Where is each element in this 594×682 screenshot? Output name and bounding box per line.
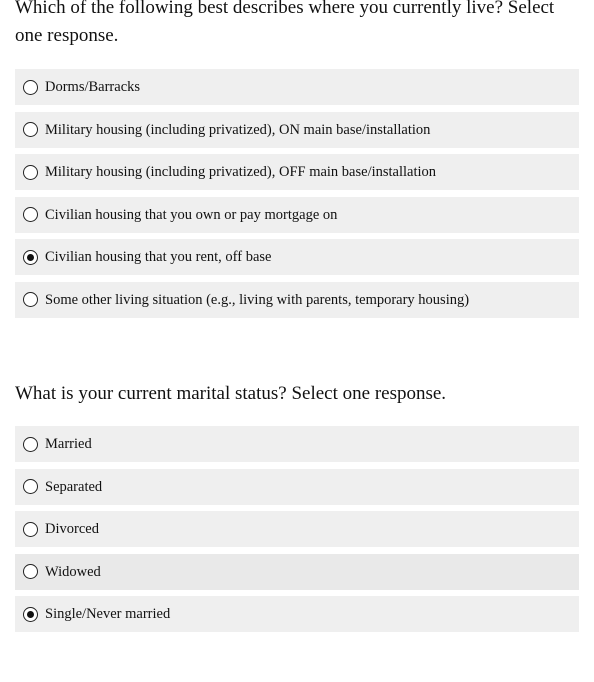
option-label: Married (45, 436, 92, 452)
option-label: Widowed (45, 563, 101, 580)
option-label: Military housing (including privatized), OFF main base/installation (45, 164, 437, 181)
option-single[interactable] (15, 596, 579, 632)
radio-button[interactable] (23, 479, 38, 494)
radio-button[interactable] (23, 437, 38, 452)
option-divorced[interactable] (15, 511, 579, 547)
radio-button[interactable] (23, 607, 38, 622)
radio-button[interactable] (23, 292, 38, 307)
radio-button[interactable] (23, 207, 38, 222)
option-label: Separated (45, 478, 103, 495)
marital-status-options (15, 426, 579, 639)
option-civilian-rent[interactable] (15, 239, 579, 275)
radio-button[interactable] (23, 564, 38, 579)
radio-button[interactable] (23, 522, 38, 537)
option-widowed[interactable] (15, 554, 579, 590)
option-separated[interactable] (15, 469, 579, 505)
option-married[interactable] (15, 426, 579, 462)
living-situation-options (15, 69, 579, 325)
option-other-living[interactable] (15, 282, 579, 318)
option-label: Single/Never married (45, 606, 171, 623)
option-label: Military housing (including privatized), ON main base/installation (45, 121, 431, 138)
option-military-on-base[interactable] (15, 112, 579, 148)
option-label: Civilian housing that you own or pay mortgage on (45, 206, 338, 223)
radio-button[interactable] (23, 165, 38, 180)
radio-button[interactable] (23, 122, 38, 137)
option-civilian-own[interactable] (15, 197, 579, 233)
option-dorms-barracks[interactable] (15, 69, 579, 105)
option-label: Divorced (45, 521, 99, 538)
option-label: Dorms/Barracks (45, 79, 141, 95)
question-text: What is your current marital status? Select one response. (15, 383, 447, 404)
radio-button[interactable] (23, 250, 38, 265)
option-label: Civilian housing that you rent, off base (45, 249, 272, 266)
question-marital-status (15, 380, 579, 408)
question-living-situation (15, 0, 579, 50)
radio-button[interactable] (23, 80, 38, 95)
option-military-off-base[interactable] (15, 154, 579, 190)
option-label: Some other living situation (e.g., living with parents, temporary housing) (45, 291, 470, 308)
question-text: Which of the following best describes where you currently live? Select one response. (15, 0, 555, 46)
